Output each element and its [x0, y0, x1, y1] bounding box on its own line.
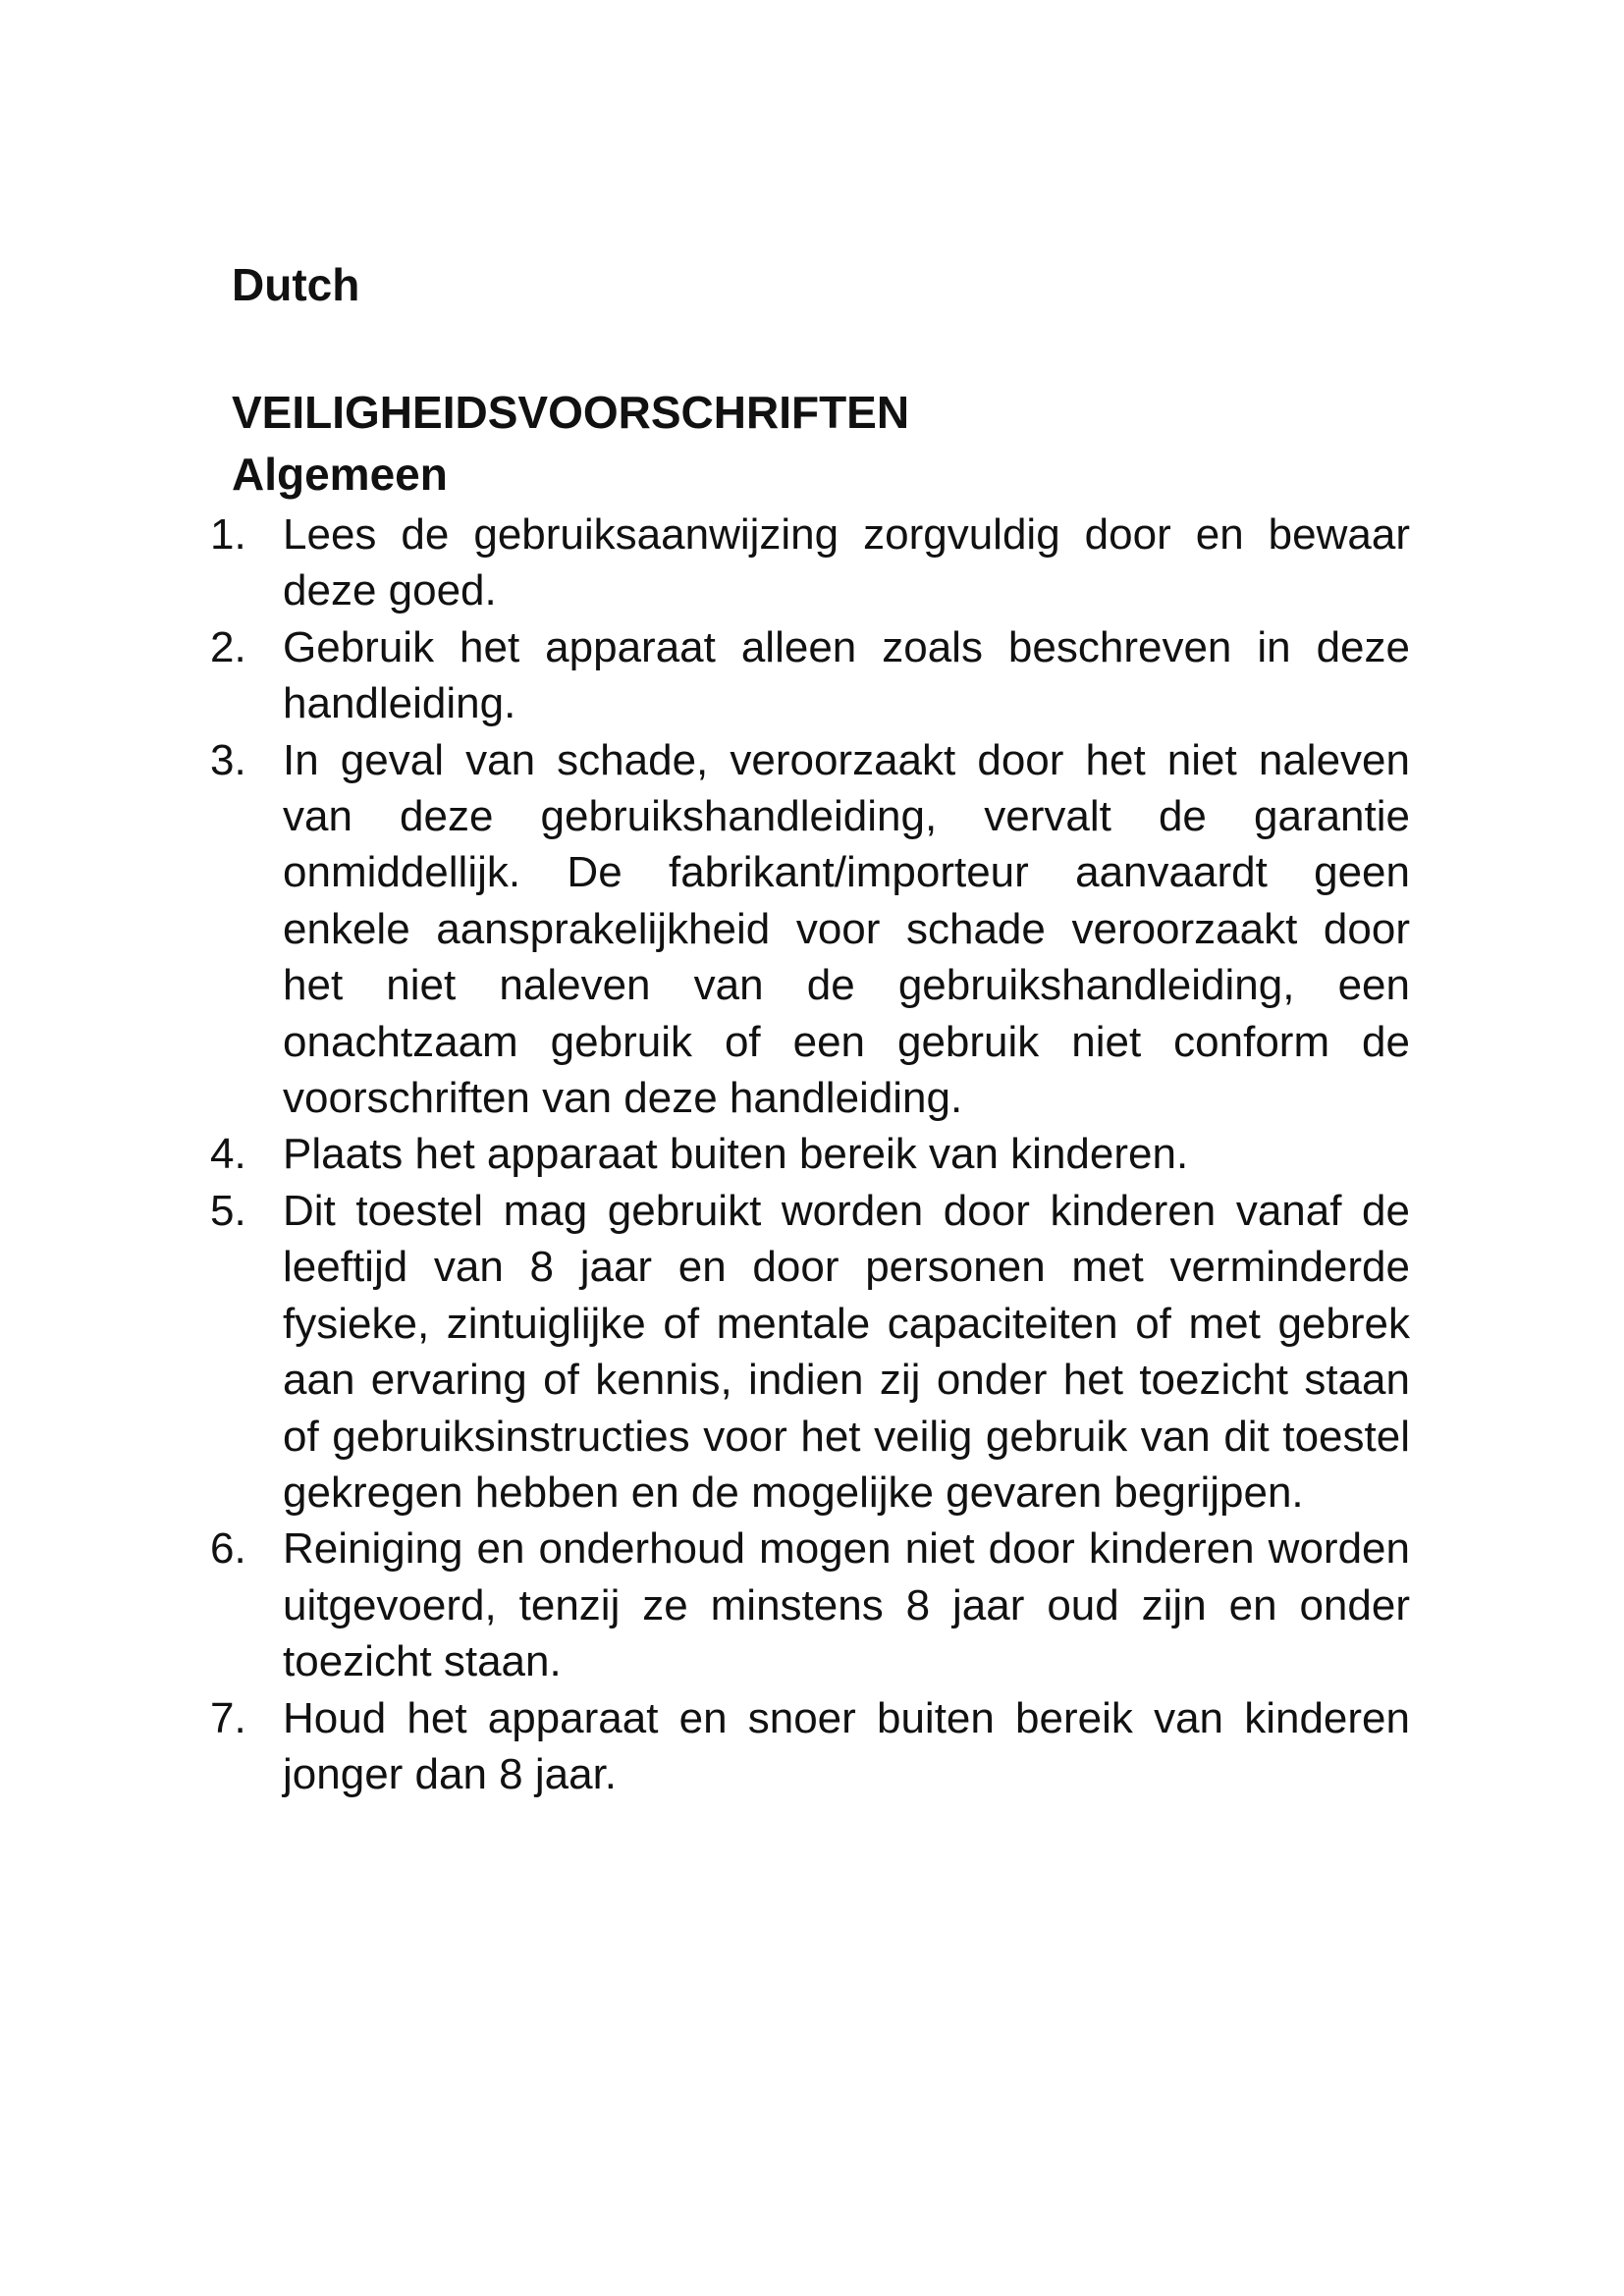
list-item [210, 1183, 1410, 1521]
subsection-title: Algemeen [232, 449, 448, 500]
list-item [210, 619, 1410, 732]
list-item [210, 1126, 1410, 1182]
language-heading: Dutch [232, 259, 360, 310]
section-title: VEILIGHEIDSVOORSCHRIFTEN [232, 387, 910, 438]
item-text: Dit toestel mag gebruikt worden door kinderen vanaf de leeftijd van 8 jaar en door personen met verminderde fysieke, zintuiglijke of mentale capaciteiten of met gebrek aan ervaring of kennis, indien zij onder het toezicht staan of gebruiksinstructies voor het veilig gebruik van dit toestel gekregen hebben en de mogelijke gevaren begrijpen. [283, 1186, 1410, 1517]
item-number: 5. [210, 1186, 246, 1235]
item-number: 4. [210, 1130, 246, 1179]
item-text: Reiniging en onderhoud mogen niet door kinderen worden uitgevoerd, tenzij ze minstens 8 jaar oud zijn en onder toezicht staan. [283, 1524, 1410, 1686]
list-item [210, 1521, 1410, 1689]
list-item [210, 507, 1410, 619]
item-text: Lees de gebruiksaanwijzing zorgvuldig door en bewaar deze goed. [283, 510, 1410, 615]
item-text: Gebruik het apparaat alleen zoals beschreven in deze handleiding. [283, 622, 1410, 728]
item-number: 3. [210, 735, 246, 784]
item-number: 1. [210, 510, 246, 559]
item-number: 2. [210, 622, 246, 671]
list-item [210, 732, 1410, 1127]
item-text: Plaats het apparaat buiten bereik van kinderen. [283, 1130, 1189, 1179]
item-text: In geval van schade, veroorzaakt door het niet naleven van deze gebruikshandleiding, vervalt de garantie onmiddellijk. De fabrikant/importeur aanvaardt geen enkele aansprakelijkheid voor schade veroorzaakt door het niet naleven van de gebruikshandleiding, een onachtzaam gebruik of een gebruik niet conform de voorschriften van deze handleiding. [283, 735, 1410, 1123]
item-number: 6. [210, 1524, 246, 1574]
item-number: 7. [210, 1693, 246, 1742]
item-text: Houd het apparaat en snoer buiten bereik van kinderen jonger dan 8 jaar. [283, 1693, 1410, 1798]
safety-instructions-list [210, 507, 1410, 1802]
list-item [210, 1690, 1410, 1803]
